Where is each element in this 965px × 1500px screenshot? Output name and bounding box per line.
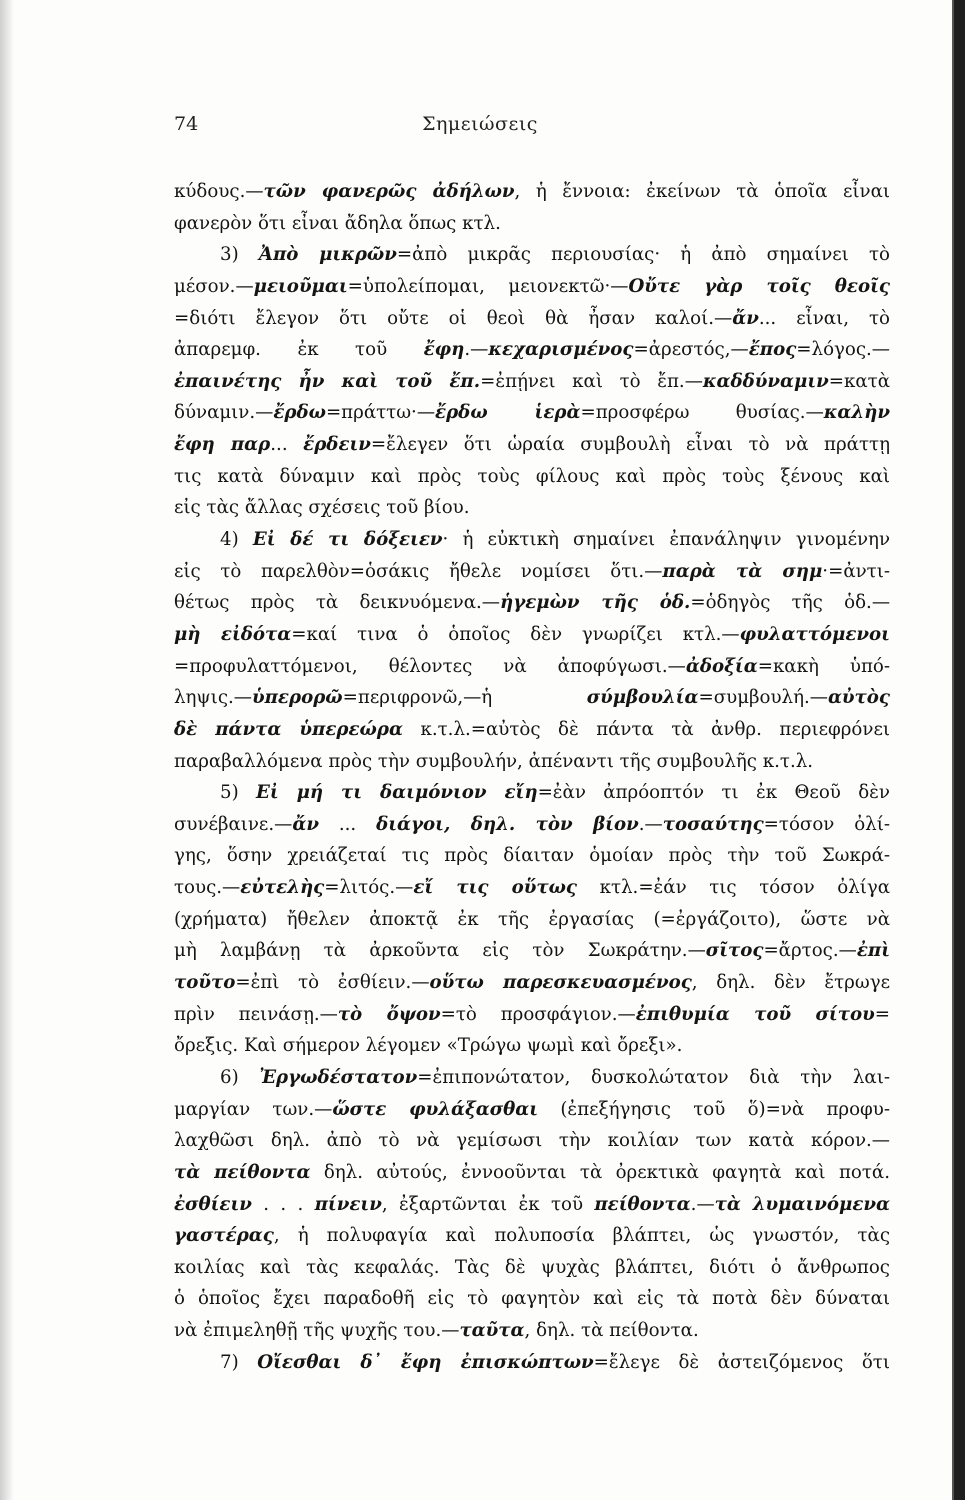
text-line <box>174 556 890 588</box>
text-line <box>174 239 890 271</box>
gloss-text: =ἐπιπονώτατον, δυσκολώτατον διὰ τὴν λαι- <box>417 1066 890 1088</box>
gloss-text: =καί τινα ὁ ὁποῖος δὲν γνωρίζει κτλ.— <box>291 623 740 645</box>
gloss-text: μέσον.— <box>174 275 254 297</box>
gloss-text: ... <box>318 813 377 835</box>
text-line <box>174 809 890 841</box>
gloss-text: =τὸ προσφάγιον.— <box>440 1003 636 1025</box>
text-line <box>174 429 890 461</box>
text-line <box>174 714 890 746</box>
lemma-term: παρὰ τὰ σημ <box>662 560 823 582</box>
text-line <box>174 208 890 240</box>
gloss-text: εἰς τὰς ἄλλας σχέσεις τοῦ βίου. <box>174 497 470 519</box>
lemma-term: τῶν φανερῶς ἀδήλων <box>263 181 515 202</box>
gloss-text: =τόσον ὀλί- <box>763 813 890 835</box>
gloss-text: =ὁδηγὸς τῆς ὁδ.— <box>690 592 891 614</box>
text-line <box>174 303 890 335</box>
lemma-term: Ἀπὸ μικρῶν <box>258 244 397 266</box>
gloss-text: =προσφέρω θυσίας.— <box>580 402 824 424</box>
text-line <box>174 1220 890 1252</box>
lemma-term: σῖτος <box>705 940 764 962</box>
lemma-term: τοῦτο <box>174 972 236 994</box>
gloss-text: ληψις.— <box>174 687 252 709</box>
gloss-text: =πράττω·— <box>325 402 436 424</box>
lemma-term: τὸ ὄψον <box>337 1003 441 1025</box>
text-line <box>174 872 890 904</box>
gloss-text: =ἀπὸ μικρᾶς περιουσίας· ἡ ἀπὸ σημαίνει τὸ <box>396 244 890 266</box>
lemma-term: γαστέρας <box>174 1225 274 1247</box>
gloss-text: δύναμιν.— <box>174 402 274 424</box>
lemma-term: καλὴν <box>823 402 890 424</box>
gloss-text: 5) <box>220 782 257 804</box>
gloss-text: ... εἶναι, τὸ <box>758 307 890 329</box>
lemma-term: ἄν <box>292 813 319 835</box>
gloss-text: =ὑπολείπομαι, μειονεκτῶ·— <box>347 275 629 297</box>
text-line <box>174 1062 890 1094</box>
lemma-term: εἴ τις οὕτως <box>413 877 577 899</box>
gloss-text: εἰς τὸ παρελθὸν=ὁσάκις ἤθελε νομίσει ὅτι.— <box>174 560 663 582</box>
gloss-text: .— <box>690 1193 715 1215</box>
gloss-text: (χρήματα) ἤθελεν ἀποκτᾷ ἐκ τῆς ἐργασίας (=ἐργάζοιτο), ὥστε νὰ <box>174 908 890 930</box>
notes-body <box>174 176 890 1378</box>
text-line <box>174 777 890 809</box>
text-line <box>174 1283 890 1315</box>
gloss-text: 4) <box>220 529 253 551</box>
gloss-text: , δηλ. τὰ πείθοντα. <box>524 1320 699 1342</box>
lemma-term: τοσαύτης <box>662 813 764 835</box>
gloss-text: =ἔλεγεν ὅτι ὡραία συμβουλὴ εἶναι τὸ νὰ πράττῃ <box>370 434 890 456</box>
gloss-text: =ἐὰν ἀπρόοπτόν τι ἐκ Θεοῦ δὲν <box>537 782 890 804</box>
lemma-term: ἔπος <box>748 339 797 361</box>
gloss-text: φανερὸν ὅτι εἶναι ἄδηλα ὅπως κτλ. <box>174 212 501 234</box>
lemma-term: καδδύναμιν <box>702 370 829 392</box>
gloss-text: , ἡ πολυφαγία καὶ πολυποσία βλάπτει, ὡς γνωστόν, τὰς <box>273 1225 890 1247</box>
lemma-term: δὲ πάντα ὑπερεώρα <box>174 718 403 740</box>
gloss-text: ... <box>270 434 304 456</box>
text-line <box>174 587 890 619</box>
text-line <box>174 524 890 556</box>
gloss-text: =περιφρονῶ,—ἡ <box>342 687 587 709</box>
lemma-term: ἔφη <box>423 339 465 361</box>
lemma-term: ἐπαινέτης ἦν καὶ τοῦ ἔπ. <box>174 370 481 392</box>
lemma-term: ἐπὶ <box>856 940 890 962</box>
lemma-term: ἔρδειν <box>303 434 371 456</box>
lemma-term: ἐσθίειν <box>174 1193 252 1215</box>
lemma-term: ἐπιθυμία τοῦ σίτου <box>635 1003 875 1025</box>
gloss-text: ·=ἀντι- <box>822 560 890 582</box>
text-line <box>174 840 890 872</box>
gloss-text: =διότι ἔλεγον ὅτι οὔτε οἱ θεοὶ θὰ ἦσαν καλοί.— <box>174 307 733 329</box>
text-line <box>174 746 890 778</box>
lemma-term: φυλαττόμενοι <box>739 623 890 645</box>
lemma-term: τὰ λυμαινόμενα <box>714 1193 891 1215</box>
lemma-term: πείθοντα <box>594 1193 691 1215</box>
text-line <box>174 176 890 208</box>
gloss-text: =συμβουλή.— <box>698 687 828 709</box>
text-line <box>174 967 890 999</box>
gloss-text: =ἐπῄνει καὶ τὸ ἔπ.— <box>480 370 703 392</box>
gloss-text: =προφυλαττόμενοι, θέλοντες νὰ ἀποφύγωσι.— <box>174 655 686 677</box>
gloss-text: (ἐπεξήγησις τοῦ ὅ)=νὰ προφυ- <box>538 1098 890 1120</box>
lemma-term: ταῦτα <box>459 1320 525 1342</box>
text-line <box>174 1315 890 1347</box>
gloss-text: κτλ.=ἐάν τις τόσον ὀλίγα <box>576 877 890 899</box>
lemma-term: Εἰ μή τι δαιμόνιον εἴη <box>256 782 538 804</box>
lemma-term: σύμβουλία <box>586 687 699 709</box>
text-line <box>174 1347 890 1379</box>
lemma-term: Ἐργωδέστατον <box>259 1066 418 1088</box>
text-line <box>174 682 890 714</box>
text-line <box>174 1189 890 1221</box>
gloss-text: , δηλ. δὲν ἔτρωγε <box>691 972 890 994</box>
lemma-term: Εἰ δέ τι δόξειεν <box>252 529 443 551</box>
text-line <box>174 1252 890 1284</box>
text-line <box>174 1094 890 1126</box>
lemma-term: Οἴεσθαι δ᾿ ἔφη ἐπισκώπτων <box>257 1351 594 1373</box>
text-line <box>174 1125 890 1157</box>
gloss-text: παραβαλλόμενα πρὸς τὴν συμβουλήν, ἀπέναντι τῆς συμβουλῆς κ.τ.λ. <box>174 750 814 772</box>
gloss-text: συνέβαινε.— <box>174 813 293 835</box>
gloss-text: 7) <box>220 1351 258 1373</box>
gloss-text: κύδους.— <box>174 181 264 202</box>
gloss-text: τις κατὰ δύναμιν καὶ πρὸς τοὺς φίλους καὶ πρὸς τοὺς ξένους καὶ <box>174 465 890 487</box>
text-line <box>174 904 890 936</box>
gloss-text: =κακὴ ὑπό- <box>757 655 890 677</box>
gloss-text: ὁ ὁποῖος ἔχει παραδοθῆ εἰς τὸ φαγητὸν καὶ εἰς τὰ ποτὰ δὲν δύναται <box>174 1288 890 1310</box>
text-line <box>174 619 890 651</box>
gloss-text: ἀπαρεμφ. ἐκ τοῦ <box>174 339 424 361</box>
lemma-term: κεχαρισμένος <box>488 339 634 361</box>
gloss-text: κοιλίας καὶ τὰς κεφαλάς. Τὰς δὲ ψυχὰς βλάπτει, διότι ὁ ἄνθρωπος <box>174 1256 890 1278</box>
lemma-term: ὑπερορῶ <box>251 687 343 709</box>
gloss-text: · ἡ εὐκτικὴ σημαίνει ἐπανάληψιν γινομένην <box>442 529 891 551</box>
gloss-text: πρὶν πεινάσῃ.— <box>174 1003 338 1025</box>
lemma-term: Οὔτε γὰρ τοῖς θεοῖς <box>628 275 890 297</box>
gloss-text: , ἡ ἔννοια: ἐκείνων τὰ ὁποῖα εἶναι <box>514 181 890 202</box>
gloss-text: . . . <box>251 1193 315 1215</box>
lemma-term: ἄν <box>732 307 759 329</box>
text-line <box>174 651 890 683</box>
gloss-text: θέτως πρὸς τὰ δεικνυόμενα.— <box>174 592 500 614</box>
lemma-term: ἔρδω <box>273 402 326 424</box>
text-line <box>174 397 890 429</box>
gloss-text: =ἀρεστός,— <box>633 339 749 361</box>
gloss-text: λαχθῶσι δηλ. ἀπὸ τὸ νὰ γεμίσωσι τὴν κοιλίαν των κατὰ κόρον.— <box>174 1130 890 1152</box>
text-line <box>174 492 890 524</box>
lemma-term: μὴ εἰδότα <box>174 623 292 645</box>
lemma-term: ἡγεμὼν τῆς ὁδ. <box>499 592 691 614</box>
lemma-term: ὥστε φυλάξασθαι <box>332 1098 539 1120</box>
text-line <box>174 1030 890 1062</box>
gloss-text: .— <box>638 813 663 835</box>
gloss-text: νὰ ἐπιμεληθῇ τῆς ψυχῆς του.— <box>174 1320 460 1342</box>
gloss-text: γης, ὅσην χρειάζεταί τις πρὸς δίαιταν ὁμοίαν πρὸς τὴν τοῦ Σωκρά- <box>174 845 890 867</box>
running-head: Σημειώσεις <box>422 113 538 135</box>
gloss-text: τους.— <box>174 877 241 899</box>
lemma-term: τὰ πείθοντα <box>174 1161 311 1183</box>
gloss-text: κ.τ.λ.=αὐτὸς δὲ πάντα τὰ ἀνθρ. περιεφρόνει <box>402 718 890 740</box>
gloss-text: =ἐπὶ τὸ ἐσθίειν.— <box>235 972 430 994</box>
gloss-text: ὄρεξις. Καὶ σήμερον λέγομεν «Τρώγω ψωμὶ καὶ ὄρεξι». <box>174 1035 683 1057</box>
lemma-term: μειοῦμαι <box>253 275 348 297</box>
gloss-text: μαργίαν των.— <box>174 1098 333 1120</box>
text-line <box>174 334 890 366</box>
gloss-text: 3) <box>220 244 259 266</box>
page-number: 74 <box>174 113 199 135</box>
lemma-term: οὕτω παρεσκευασμένος <box>429 972 692 994</box>
gloss-text: =κατὰ <box>828 370 890 392</box>
lemma-term: ἔφη παρ <box>174 434 271 456</box>
gloss-text: =ἔλεγε δὲ ἀστειζόμενος ὅτι <box>593 1351 891 1373</box>
lemma-term: αὐτὸς <box>827 687 890 709</box>
gloss-text: =λιτός.— <box>324 877 414 899</box>
lemma-term: εὐτελὴς <box>240 877 325 899</box>
gloss-text: .— <box>464 339 489 361</box>
lemma-term: ἀδοξία <box>685 655 758 677</box>
text-line <box>174 999 890 1031</box>
text-line <box>174 366 890 398</box>
gloss-text: =ἄρτος.— <box>763 940 857 962</box>
gloss-text: =λόγος.— <box>796 339 890 361</box>
text-line <box>174 271 890 303</box>
lemma-term: πίνειν <box>314 1193 382 1215</box>
text-line <box>174 1157 890 1189</box>
gloss-text: δηλ. αὐτούς, ἐννοοῦνται τὰ ὀρεκτικὰ φαγητὰ καὶ ποτά. <box>310 1161 890 1183</box>
text-line <box>174 935 890 967</box>
gloss-text: μὴ λαμβάνῃ τὰ ἀρκοῦντα εἰς τὸν Σωκράτην.— <box>174 940 706 962</box>
lemma-term: διάγοι, δηλ. τὸν βίον <box>376 813 639 835</box>
gloss-text: = <box>874 1003 890 1025</box>
text-line <box>174 461 890 493</box>
lemma-term: ἔρδω ἱερὰ <box>435 402 581 424</box>
gloss-text: 6) <box>220 1066 260 1088</box>
gloss-text: , ἐξαρτῶνται ἐκ τοῦ <box>381 1193 595 1215</box>
